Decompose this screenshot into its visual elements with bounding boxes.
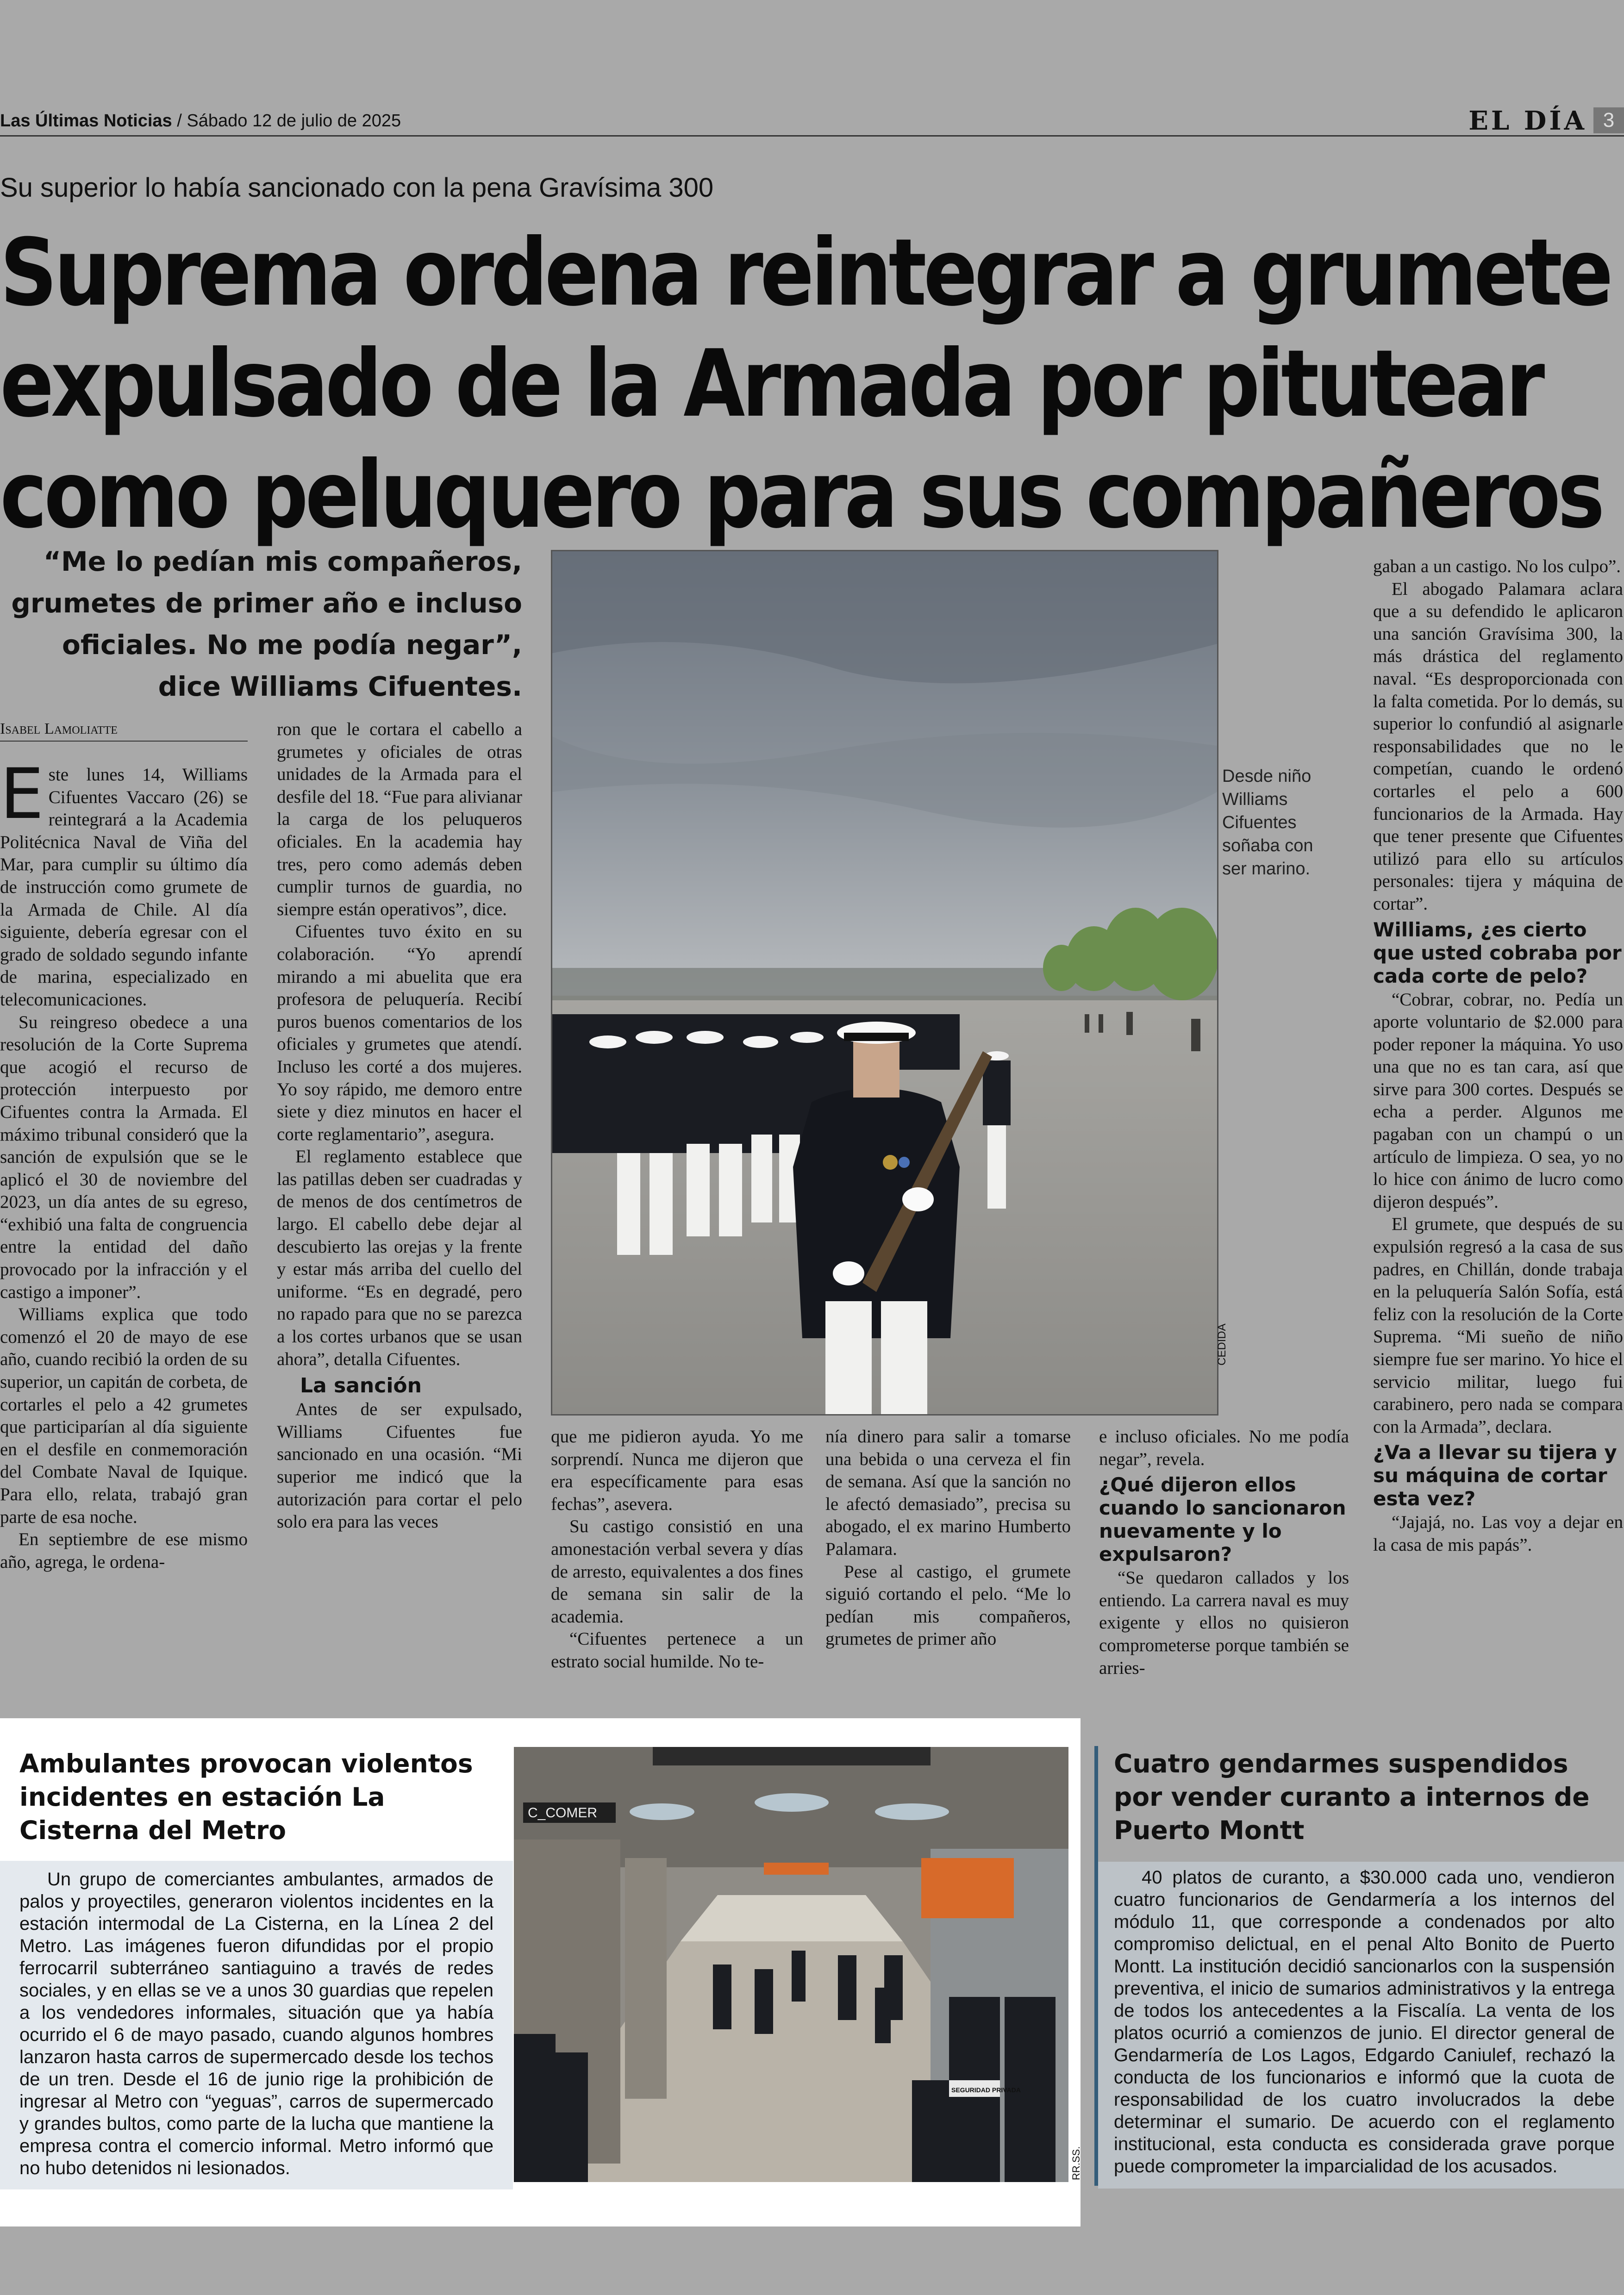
- brief-right-body: [1098, 1862, 1624, 2189]
- col3-paragraph-3: “Cifuentes pertenece a un estrato social humilde. No te-: [551, 1629, 803, 1671]
- col2-paragraph-4: Antes de ser expulsado, Williams Cifuentes fue sancionado en una ocasión. “Mi superior me indicó que la autorización para cortar el pelo solo era para las veces: [277, 1399, 522, 1532]
- col6-paragraph-4: El grumete, que después de su expulsión regresó a la casa de sus padres, en Chillán, donde trabaja en la peluquería Salón Sofía, está feliz con la resolución de la Corte Suprema. “Mi sueño de niño siempre fue ser marino. Yo hice el servicio militar, luego fui carabinero, pero nada se compara con la Armada”, declara.: [1373, 1214, 1623, 1437]
- byline: Isabel Lamoliatte: [0, 720, 248, 742]
- col1-paragraph-4: En septiembre de ese mismo año, agrega, le ordena-: [0, 1529, 248, 1572]
- brief-left-headline: Ambulantes provocan violentos incidentes en estación La Cisterna del Metro: [19, 1749, 473, 1845]
- col4-paragraph-2: Pese al castigo, el grumete siguió cortando el pelo. “Me lo pedían mis compañeros, grumetes de primer año: [825, 1561, 1071, 1649]
- headline-line-3: como peluquero para sus compañeros: [0, 441, 1602, 549]
- col2-paragraph-2: Cifuentes tuvo éxito en su colaboración. “Yo aprendí mirando a mi abuelita que era profesora de peluquería. Recibí puros buenos comentarios de los oficiales y grumetes que atendí. Incluso les corté a dos mujeres. Yo soy rápido, me demoro entre siete y diez minutos en hacer el corte reglamentario”, asegura.: [277, 922, 522, 1144]
- photo-credit: CEDIDA: [1216, 1323, 1228, 1366]
- article-column-4: [825, 1426, 1071, 1651]
- col3-paragraph-1: que me pidieron ayuda. Yo me sorprendí. Nunca me dijeron que era específicamente para esas fechas”, asevera.: [551, 1427, 803, 1514]
- col6-paragraph-1: gaban a un castigo. No los culpo”.: [1373, 556, 1621, 576]
- drop-cap: E: [0, 754, 44, 835]
- newspaper-header: [0, 111, 401, 131]
- col2-paragraph-1: ron que le cortara el cabello a grumetes y oficiales de otras unidades de la Armada para el desfile del 18. “Fue para alivianar la carga de los peluqueros oficiales. En la academia hay tres, pero como además deben cumplir turnos de guardia, no siempre están operativos”, dice.: [277, 719, 522, 919]
- metro-sign: C_COMER: [528, 1805, 598, 1821]
- brief-left-body: [0, 1861, 513, 2189]
- article-column-6: [1373, 555, 1623, 1557]
- page-number: 3: [1593, 107, 1624, 133]
- article-kicker: Su superior lo había sancionado con la pena Gravísima 300: [0, 173, 714, 203]
- col1-paragraph-3: Williams explica que todo comenzó el 20 de mayo de ese año, cuando recibió la orden de su superior, un capitán de corbeta, de cortarles el pelo a 42 grumetes que participarían al día siguiente en el desfile en conmemoración del Combate Naval de Iquique. Para ello, relata, trabajó gran parte de esa noche.: [0, 1304, 248, 1527]
- article-column-1: [0, 754, 248, 1573]
- col6-paragraph-2: El abogado Palamara aclara que a su defendido le aplicaron una sanción Gravísima 300, la más drástica del reglamento naval. “Es desproporcionada con la falta cometida. Por lo demás, su superior lo confundió al asignarle responsabilidades que no le competían, cuando le ordenó cortarles el pelo a 600 funcionarios de la Armada. Hay que tener presente que Cifuentes utilizó para ello su artículos personales: tijera y máquina de cortar”.: [1373, 579, 1623, 914]
- col3-paragraph-2: Su castigo consistió en una amonestación verbal severa y días de arresto, equivalentes a dos fines de semana sin salir de la academia.: [551, 1516, 803, 1627]
- metro-incident-photo: [514, 1747, 1068, 2182]
- question-2: Williams, ¿es cierto que usted cobraba por cada corte de pelo?: [1373, 918, 1622, 987]
- brief-right-accent-bar: [1094, 1746, 1098, 2186]
- headline-line-1: Suprema ordena reintegrar a grumete: [0, 219, 1611, 327]
- question-3: ¿Va a llevar su tijera y su máquina de cortar esta vez?: [1373, 1441, 1617, 1510]
- photo-caption: Desde niño Williams Cifuentes soñaba con ser marino.: [1222, 767, 1313, 879]
- article-headline: [0, 218, 1611, 551]
- col4-paragraph-1: nía dinero para salir a tomarse una bebida o una cerveza el fin de semana. Así que la sanción no le afectó demasiado”, precisa su abogado, el ex marino Humberto Palamara.: [825, 1427, 1071, 1559]
- cadet-photo: [551, 550, 1218, 1416]
- metro-photo-credit: RR.SS.: [1070, 2146, 1082, 2180]
- col1-paragraph-2: Su reingreso obedece a una resolución de la Corte Suprema que acogió el recurso de protección interpuesto por Cifuentes contra la Armada. El máximo tribunal consideró que la sanción de expulsión que se le aplicó el 30 de noviembre del 2023, un día antes de su egreso, “exhibió una falta de congruencia entre la entidad del daño provocado por la infracción y el castigo a imponer”.: [0, 1012, 248, 1302]
- col5-paragraph-1: e incluso oficiales. No me podía negar”, revela.: [1099, 1427, 1349, 1469]
- article-column-2: [277, 718, 522, 1534]
- headline-line-2: expulsado de la Armada por pitutear: [0, 330, 1542, 438]
- brief-left-paragraph: Un grupo de comerciantes ambulantes, armados de palos y proyectiles, generaron violentos incidentes en la estación intermodal de La Cisterna, en la Línea 2 del Metro. Las imágenes fueron difundidas por el propio ferrocarril subterráneo santiaguino a través de redes sociales, y en ellas se ve a unos 30 guardias que repelen a los vendedores informales, situación que ya había ocurrido el 6 de mayo pasado, cuando algunos hombres lanzaron hasta carros de supermercado desde los techos de un tren. Desde el 16 de junio rige la prohibición de ingresar al Metro con “yeguas”, carros de supermercado y grandes bultos, como parte de la lucha que mantiene la empresa contra el comercio informal. Metro informó que no hubo detenidos ni lesionados.: [19, 1869, 493, 2178]
- col2-paragraph-3: El reglamento establece que las patillas deben ser cuadradas y de menos de dos centímetros de largo. El cabello debe dejar al descubierto las orejas y la frente y estar más arriba del cuello del uniforme. “Es en degradé, pero no rapado para que no se parezca a los cortes urbanos que se usan ahora”, detalla Cifuentes.: [277, 1147, 522, 1369]
- col5-paragraph-2: “Se quedaron callados y los entiendo. La carrera naval es muy exigente y ellos no quisieron comprometerse porque también se arries-: [1099, 1568, 1349, 1678]
- section-name: EL DÍA: [1468, 106, 1587, 136]
- brief-right-headline: Cuatro gendarmes suspendidos por vender curanto a internos de Puerto Montt: [1114, 1749, 1590, 1845]
- brief-right-paragraph: 40 platos de curanto, a $30.000 cada uno, vendieron cuatro funcionarios de Gendarmería a los internos del módulo 11, que corresponde a condenados por alto compromiso delictual, en el penal Alto Bonito de Puerto Montt. La institución decidió sancionarlos con la suspensión preventiva, el inicio de sumarios administrativos y la entrega de todos los antecedentes a la Fiscalía. La venta de los platos ocurrió a comienzos de junio. El director general de Gendarmería de Los Lagos, Edgardo Caniulef, rechazó la conducta de los funcionarios e informó que la cuota de responsabilidad de los cuatro involucrados la debe determinar el sumario. De acuerdo con el reglamento institucional, esta conducta es considerada grave porque puede comprometer la imparcialidad de los acusados.: [1114, 1867, 1615, 2177]
- col1-paragraph-1: ste lunes 14, Williams Cifuentes Vaccaro (26) se reintegrará a la Academia Politécnica Naval de Viña del Mar, para cumplir su último día de instrucción como grumete de la Armada de Chile. Al día siguiente, debería egresar con el grado de soldado segundo infante de marina, especializado en telecomunicaciones.: [0, 765, 248, 1010]
- guard-vest-text: SEGURIDAD PRIVADA: [951, 2086, 1021, 2094]
- article-column-3: [551, 1426, 803, 1673]
- header-separator: /: [172, 111, 187, 131]
- col6-paragraph-3: “Cobrar, cobrar, no. Pedía un aporte voluntario de $2.000 para poder reponer la máquina. Yo uso una que no es tan cara, así que sirve para 300 cortes. Después se echa a perder. Algunos me pagaban con un champú o un artículo de limpieza. O sea, yo no lo hice con ánimo de lucro como dijeron después”.: [1373, 989, 1623, 1212]
- col6-paragraph-5: “Jajajá, no. Las voy a dejar en la casa de mis papás”.: [1373, 1512, 1623, 1555]
- pull-quote: “Me lo pedían mis compañeros, grumetes de primer año e incluso oficiales. No me podía negar”, dice Williams Cifuentes.: [11, 546, 522, 702]
- newspaper-name: Las Últimas Noticias: [0, 111, 172, 131]
- question-1: ¿Qué dijeron ellos cuando lo sancionaron nuevamente y lo expulsaron?: [1099, 1473, 1346, 1566]
- header-rule: [0, 135, 1624, 137]
- article-column-5: [1099, 1426, 1349, 1679]
- issue-date: Sábado 12 de julio de 2025: [187, 111, 401, 131]
- subhead-la-sancion: La sanción: [300, 1374, 422, 1398]
